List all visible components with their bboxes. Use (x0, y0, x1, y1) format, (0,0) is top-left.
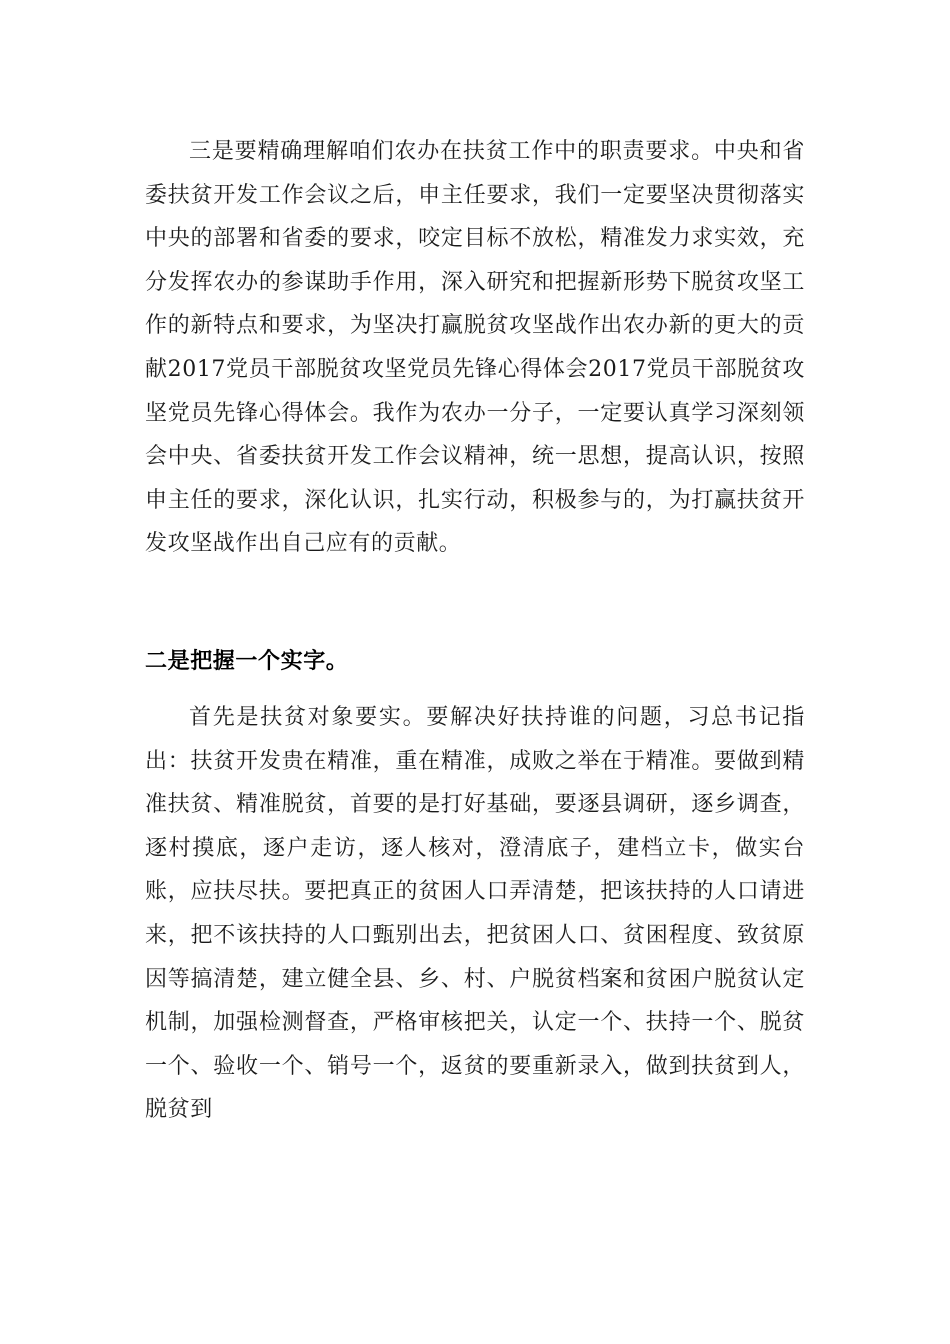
body-paragraph: 首先是扶贫对象要实。要解决好扶持谁的问题，习总书记指出：扶贫开发贵在精准，重在精准，成败之举在于精准。要做到精准扶贫、精准脱贫，首要的是打好基础，要逐县调研，逐乡调查，逐村摸底，逐户走访，逐人核对，澄清底子，建档立卡，做实台账，应扶尽扶。要把真正的贫困人口弄清楚，把该扶持的人口请进来，把不该扶持的人口甄别出去，把贫困人口、贫困程度、致贫原因等搞清楚，建立健全县、乡、村、户脱贫档案和贫困户脱贫认定机制，加强检测督查，严格审核把关，认定一个、扶持一个、脱贫一个、验收一个、销号一个，返贫的要重新录入，做到扶贫到人，脱贫到 (145, 705, 805, 1123)
section-heading: 二是把握一个实字。 (145, 649, 349, 674)
body-paragraph: 三是要精确理解咱们农办在扶贫工作中的职责要求。中央和省委扶贫开发工作会议之后，申主任要求，我们一定要坚决贯彻落实中央的部署和省委的要求，咬定目标不放松，精准发力求实效，充分发挥农办的参谋助手作用，深入研究和把握新形势下脱贫攻坚工作的新特点和要求，为坚决打赢脱贫攻坚战作出农办新的更大的贡献2017党员干部脱贫攻坚党员先锋心得体会2017党员干部脱贫攻坚党员先锋心得体会。我作为农办一分子，一定要认真学习深刻领会中央、省委扶贫开发工作会议精神，统一思想，提高认识，按照申主任的要求，深化认识，扎实行动，积极参与的，为打赢扶贫开发攻坚战作出自己应有的贡献。 (145, 139, 805, 557)
